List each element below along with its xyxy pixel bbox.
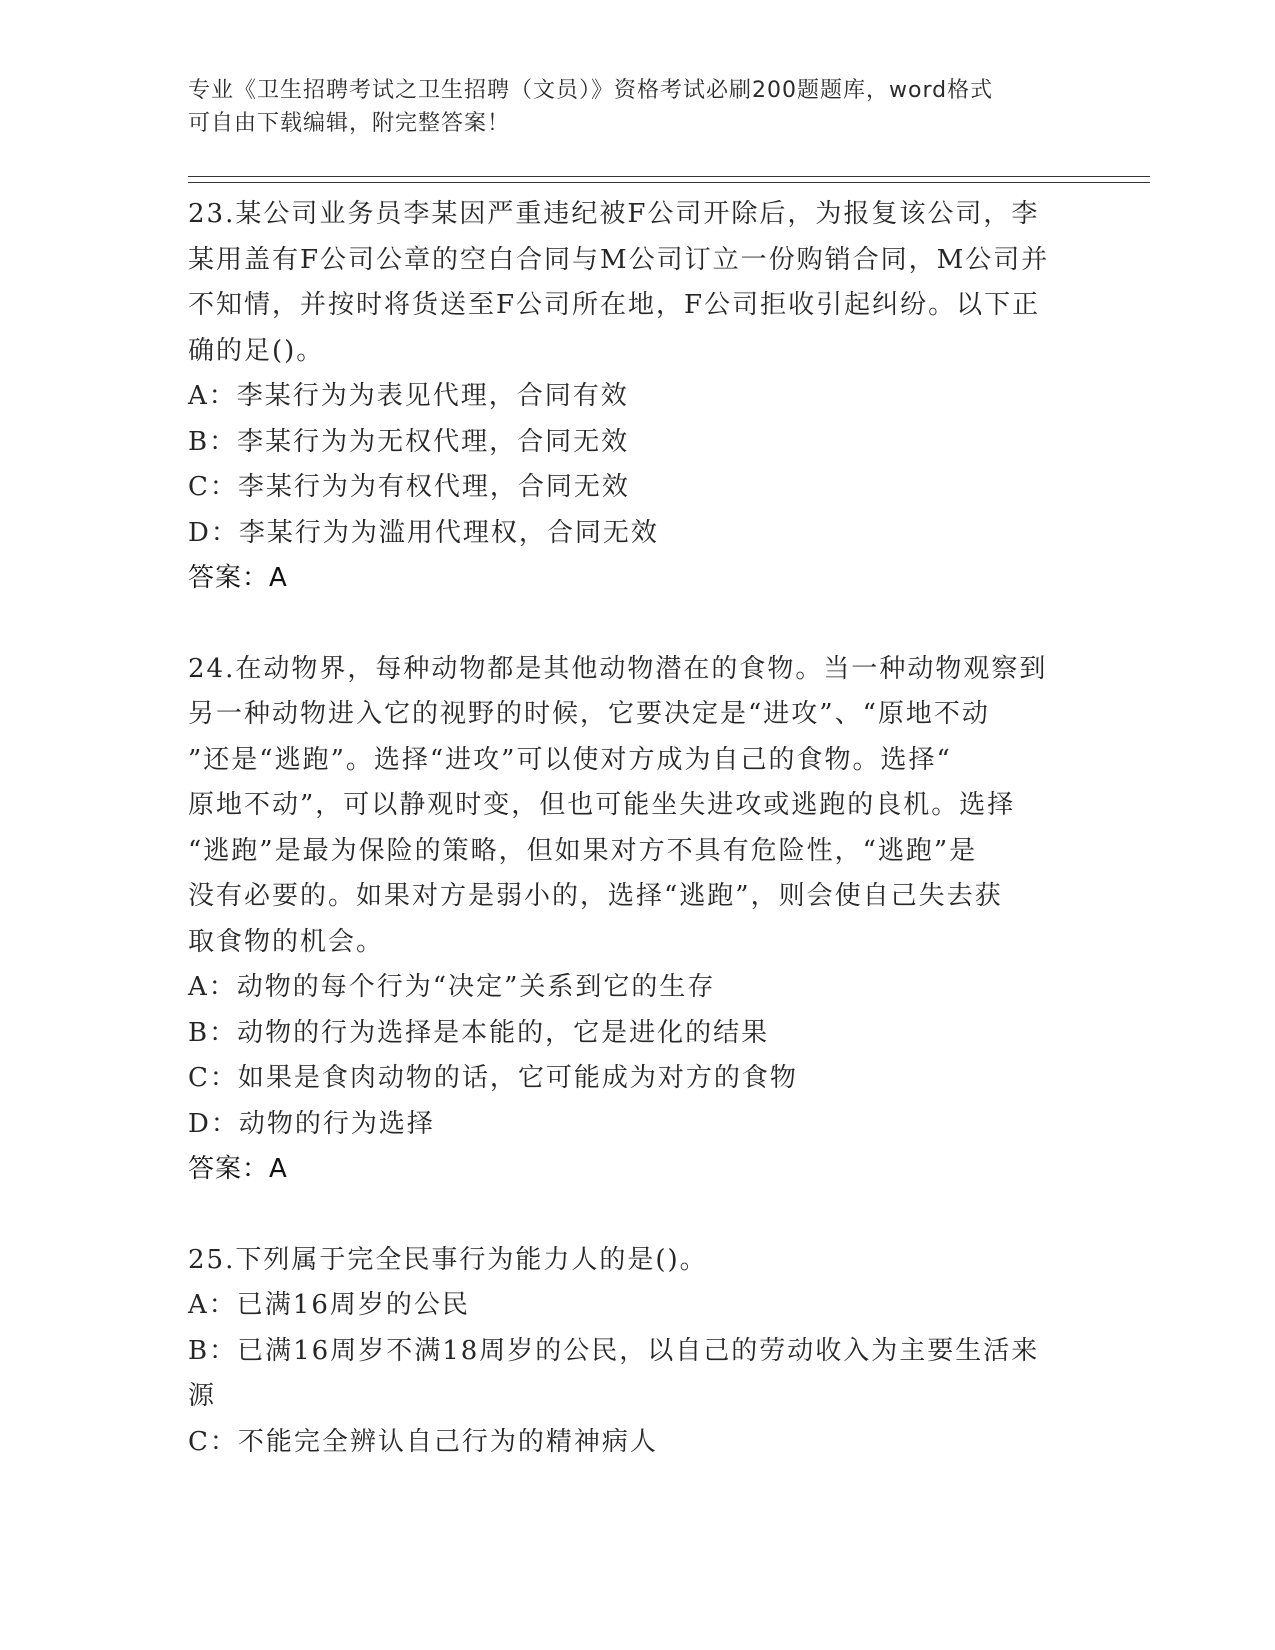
question-line: 24.在动物界，每种动物都是其他动物潜在的食物。当一种动物观察到 (188, 653, 1048, 684)
question-23 (188, 192, 1088, 602)
question-line: 23.某公司业务员李某因严重违纪被F公司开除后，为报复该公司，李 (188, 199, 1040, 229)
question-line: 没有必要的。如果对方是弱小的，选择“逃跑”，则会使自己失去获 (188, 881, 1003, 911)
question-25 (188, 1238, 1088, 1466)
answer-label: 答案：A (188, 563, 288, 593)
spacer (188, 1193, 1088, 1238)
page-header (188, 74, 1088, 140)
option-b: B：李某行为为无权代理，合同无效 (188, 426, 630, 457)
question-line: “逃跑”是最为保险的策略，但如果对方不具有危险性，“逃跑”是 (188, 835, 978, 866)
question-line: 取食物的机会。 (188, 926, 385, 957)
question-line: 25.下列属于完全民事行为能力人的是()。 (188, 1244, 708, 1275)
question-line: 某用盖有F公司公章的空白合同与M公司订立一份购销合同，M公司并 (188, 244, 1050, 275)
option-a: A：动物的每个行为“决定”关系到它的生存 (188, 972, 716, 1002)
header-line-1: 专业《卫生招聘考试之卫生招聘（文员）》资格考试必刷200题题库，word格式 (188, 78, 994, 103)
option-c: C：如果是食肉动物的话，它可能成为对方的食物 (188, 1063, 798, 1093)
spacer (188, 602, 1088, 647)
option-c: C：李某行为为有权代理，合同无效 (188, 472, 630, 502)
header-divider-top (188, 176, 1150, 177)
question-text (188, 192, 1088, 374)
question-line: ”还是“逃跑”。选择“进攻”可以使对方成为自己的食物。选择“ (188, 744, 952, 775)
question-text (188, 647, 1088, 966)
question-line: 确的足()。 (188, 335, 325, 366)
header-line-2: 可自由下载编辑，附完整答案！ (188, 111, 511, 136)
option-d: D：动物的行为选择 (188, 1108, 435, 1139)
question-line: 另一种动物进入它的视野的时候，它要决定是“进攻”、“原地不动 (188, 699, 990, 729)
document-body (188, 192, 1088, 1465)
option-b: B：已满16周岁不满18周岁的公民，以自己的劳动收入为主要生活来 (188, 1335, 1040, 1366)
option-b: B：动物的行为选择是本能的，它是进化的结果 (188, 1017, 770, 1048)
option-a: A：已满16周岁的公民 (188, 1290, 470, 1320)
question-line: 原地不动”，可以静观时变，但也可能坐失进攻或逃跑的良机。选择 (188, 790, 1016, 820)
question-text (188, 1238, 1088, 1284)
option-a: A：李某行为为表见代理，合同有效 (188, 381, 629, 411)
answer-label: 答案：A (188, 1154, 288, 1184)
option-d: D：李某行为为滥用代理权，合同无效 (188, 517, 659, 548)
option-b-continued: 源 (188, 1381, 217, 1411)
header-divider-bottom (188, 182, 1150, 183)
question-line: 不知情，并按时将货送至F公司所在地，F公司拒收引起纠纷。以下正 (188, 290, 1041, 320)
question-24 (188, 647, 1088, 1193)
option-c: C：不能完全辨认自己行为的精神病人 (188, 1426, 658, 1457)
